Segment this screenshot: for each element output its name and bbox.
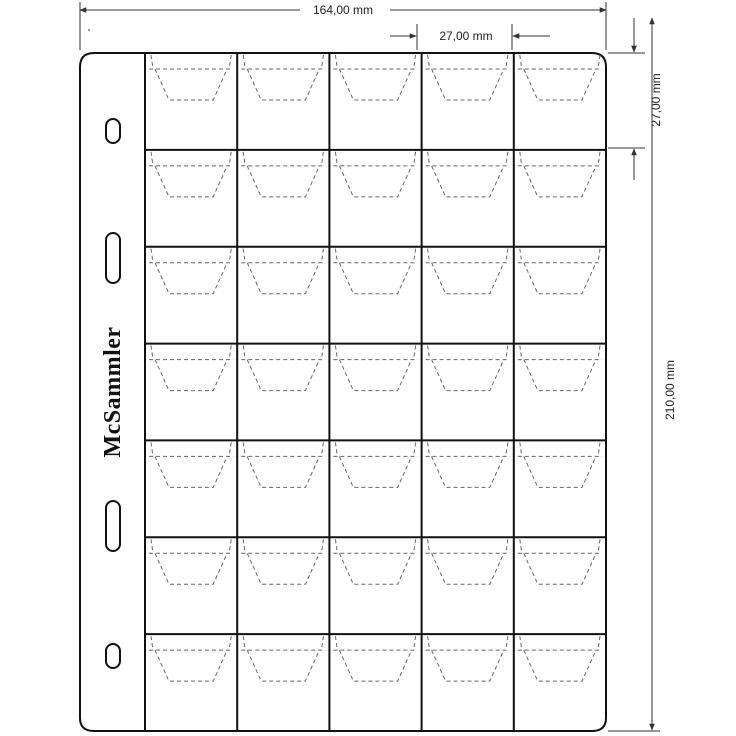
- dimension-total-width: [80, 2, 606, 50]
- coin-pocket-outline: [241, 539, 325, 584]
- coin-pocket-outline: [426, 152, 510, 197]
- dim-text-pocket-width: 27,00 mm: [439, 29, 493, 43]
- coin-pocket-outline: [149, 152, 233, 197]
- coin-pocket-outline: [241, 636, 325, 681]
- coin-pocket-outline: [333, 346, 417, 391]
- coin-pocket-outline: [333, 152, 417, 197]
- coin-pocket-outline: [241, 346, 325, 391]
- coin-pocket-outline: [149, 636, 233, 681]
- coin-pocket-outline: [426, 249, 510, 294]
- coin-pocket-outline: [333, 539, 417, 584]
- coin-pocket-outline: [149, 539, 233, 584]
- coin-pocket-outline: [518, 249, 602, 294]
- dim-text-pocket-height: 27,00 mm: [649, 73, 663, 127]
- dimension-total-height: [608, 18, 677, 731]
- coin-pocket-outline: [518, 442, 602, 487]
- coin-pocket-outline: [149, 442, 233, 487]
- punch-hole-top: [106, 119, 120, 143]
- dim-text-total-height: 210,00 mm: [663, 359, 677, 421]
- coin-pocket-outline: [518, 55, 602, 100]
- coin-pocket-outline: [149, 55, 233, 100]
- punch-hole-lower-long: [106, 501, 120, 551]
- coin-pocket-outline: [426, 55, 510, 100]
- coin-pocket-outline: [426, 346, 510, 391]
- coin-pocket-outline: [149, 249, 233, 294]
- dimension-pocket-width: [390, 24, 550, 50]
- brand-label: McSammler: [100, 326, 126, 458]
- coin-pocket-outline: [426, 539, 510, 584]
- coin-pocket-outline: [333, 442, 417, 487]
- coin-pocket-outline: [518, 636, 602, 681]
- coin-pocket-outline: [333, 249, 417, 294]
- sheet-outline: [80, 53, 606, 731]
- coin-pocket-outline: [426, 636, 510, 681]
- dim-text-total-width: 164,00 mm: [312, 3, 374, 17]
- coin-pocket-outline: [333, 636, 417, 681]
- coin-pocket-outline: [241, 152, 325, 197]
- coin-pocket-outline: [518, 346, 602, 391]
- coin-pocket-outline: [149, 346, 233, 391]
- punch-hole-upper-long: [106, 233, 120, 283]
- dimension-pocket-height: [608, 18, 663, 180]
- coin-pocket-outline: [241, 442, 325, 487]
- punch-hole-bottom: [106, 644, 120, 668]
- coin-pocket-outline: [241, 55, 325, 100]
- coin-pocket-outline: [333, 55, 417, 100]
- coin-pocket-outline: [241, 249, 325, 294]
- coin-pocket-outline: [426, 442, 510, 487]
- coin-pocket-outline: [518, 152, 602, 197]
- coin-pocket-outline: [518, 539, 602, 584]
- pocket-grid: [145, 53, 606, 731]
